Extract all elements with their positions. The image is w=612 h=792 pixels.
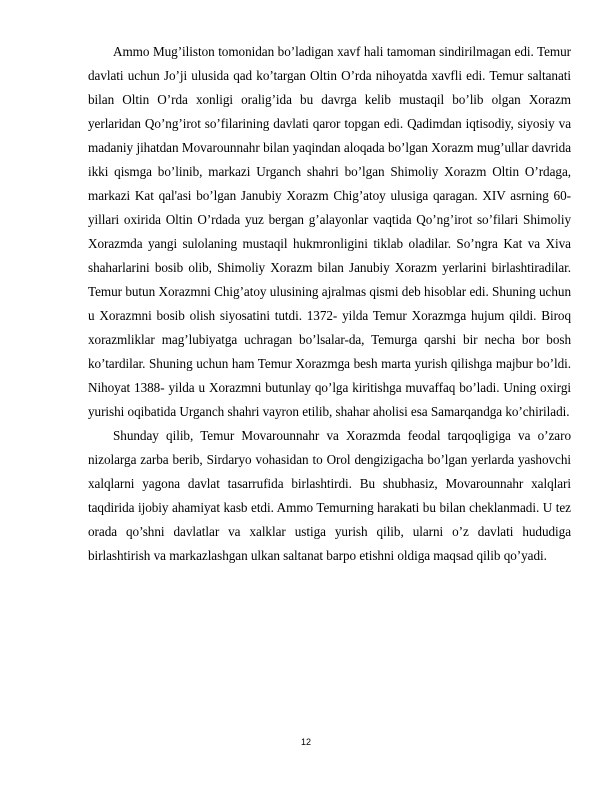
paragraph-1: Ammo Mug’iliston tomonidan bo’ladigan xavf hali tamoman sindirilmagan edi. Temur davlati uchun Jo’ji ulusida qad ko’targan Oltin O’rda nihoyatda xavfli edi. Temur saltanati bilan Oltin O’rda xonligi oralig’ida bu davrga kelib mustaqil bo’lib olgan Xorazm yerlaridan Qo’ng’irot so’filarining davlati qaror topgan edi. Qadimdan iqtisodiy, siyosiy va madaniy jihatdan Movarounnahr bilan yaqindan aloqada bo’lgan Xorazm mug’ullar davrida ikki qismga bo’linib, markazi Urganch shahri bo’lgan Shimoliy Xorazm Oltin O’rdaga, markazi Kat qal'asi bo’lgan Janubiy Xorazm Chig’atoy ulusiga qaragan. XIV asrning 60- yillari oxirida Oltin O’rdada yuz bergan g’alayonlar vaqtida Qo’ng’irot so’filari Shimoliy Xorazmda yangi sulolaning mustaqil hukmronligini tiklab oladilar. So’ngra Kat va Xiva shaharlarini bosib olib, Shimoliy Xorazm bilan Janubiy Xorazm yerlarini birlashtiradilar. Temur butun Xorazmni Chig’atoy ulusining ajralmas qismi deb hisoblar edi. Shuning uchun u Xorazmni bosib olish siyosatini tutdi. 1372- yilda Temur Xorazmga hujum qildi. Biroq xorazmliklar mag’lubiyatga uchragan bo’lsalar-da, Temurga qarshi bir necha bor bosh ko’tardilar. Shuning uchun ham Temur Xorazmga besh marta yurish qilishga majbur bo’ldi. Nihoyat 1388- yilda u Xorazmni butunlay qo’lga kiritishga muvaffaq bo’ladi. Uning oxirgi yurishi oqibatida Urganch shahri vayron etilib, shahar aholisi esa Samarqandga ko’chiriladi. xyxy=(88,44,571,419)
paragraph-2: Shunday qilib, Temur Movarounnahr va Xorazmda feodal tarqoqligiga va o’zaro nizolarga zarba berib, Sirdaryo vohasidan to Orol dengizigacha bo’lgan yerlarda yashovchi xalqlarni yagona davlat tasarrufida birlashtirdi. Bu shubhasiz, Movarounnahr xalqlari taqdirida ijobiy ahamiyat kasb etdi. Ammo Temurning harakati bu bilan cheklanmadi. U tez orada qo’shni davlatlar va xalklar ustiga yurish qilib, ularni o’z davlati hududiga birlashtirish va markazlashgan ulkan saltanat barpo etishni oldiga maqsad qilib qo’yadi. xyxy=(88,428,571,563)
page-body xyxy=(88,40,571,568)
page-number: 12 xyxy=(300,737,311,747)
